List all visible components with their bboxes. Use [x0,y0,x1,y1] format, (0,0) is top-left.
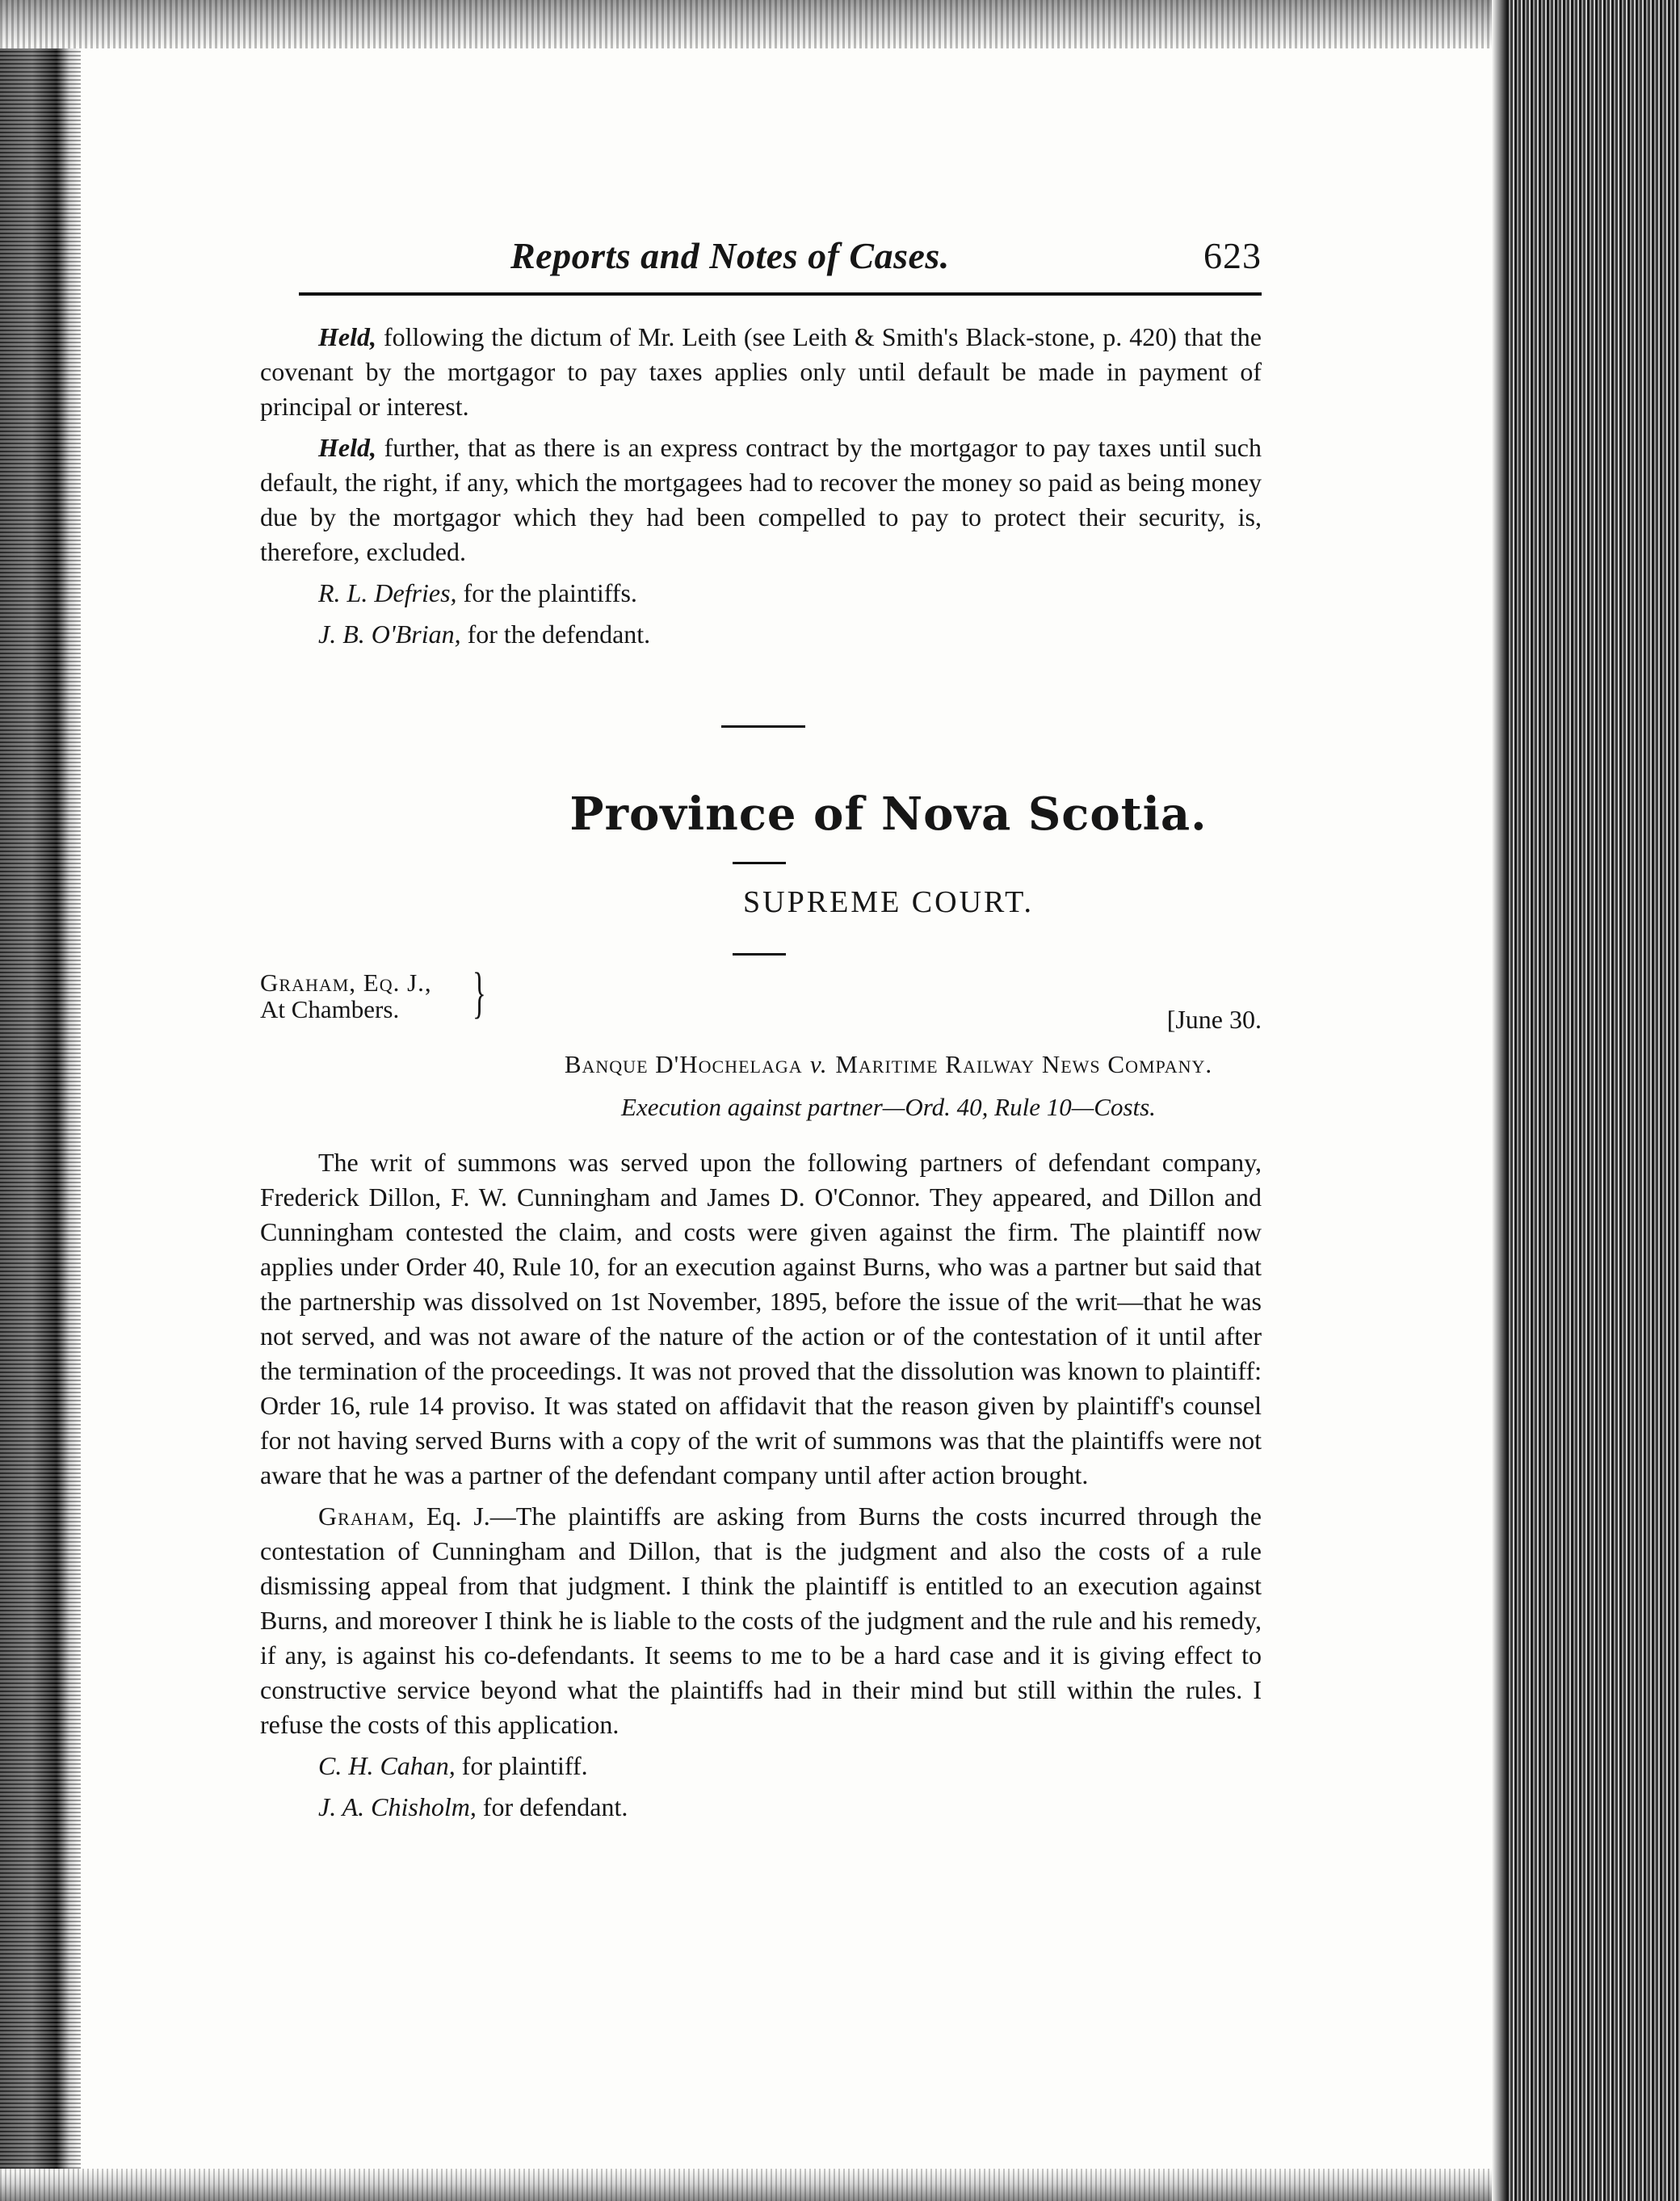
previous-case-conclusion [260,320,1262,652]
court-rule [733,953,786,956]
brace-glyph: } [472,962,486,1024]
header-rule [299,292,1262,296]
held-paragraph-1: Held, following the dictum of Mr. Leith (see Leith & Smith's Black-stone, p. 420) that the covenant by the mortgagor to pay taxes applies only until default be made in payment of principal or interest. [260,322,1262,421]
heading-rule [733,862,786,864]
case-date: [June 30. [1166,1005,1262,1034]
judge-name: Graham, Eq. J., [260,968,432,997]
page-number: 623 [1203,235,1262,276]
facts-paragraph: The writ of summons was served upon the following partners of defendant company, Frederick Dillon, F. W. Cunningham and James D. O'Connor. They appeared, and Dillon and Cunningham contested the claim, and costs were given against the firm. The plaintiff now applies under Order 40, Rule 10, for an execution against Burns, who was a partner but said that the partnership was dissolved on 1st November, 1895, before the issue of the writ—that he was not served, and was not aware of the nature of the action or of the contestation of it until after the termination of the proceedings. It was not proved that the dissolution was known to plaintiff: Order 16, rule 14 proviso. It was stated on affidavit that the reason given by plaintiff's counsel for not having served Burns with a copy of the writ of summons was that the plaintiffs were not aware that he was a partner of the defendant company until after action brought. [260,1148,1262,1489]
counsel-plaintiffs: R. L. Defries, for the plaintiffs. [318,578,637,607]
counsel-plaintiff: C. H. Cahan, for plaintiff. [318,1751,588,1780]
judge-block [260,969,432,1023]
judge-location: At Chambers. [260,995,400,1023]
case-title: Banque D'Hochelaga v. Maritime Railway News Company. [564,1050,1213,1078]
catchwords: Execution against partner—Ord. 40, Rule 10—Costs. [621,1093,1156,1121]
judgment-paragraph: Graham, Eq. J.—The plaintiffs are asking from Burns the costs incurred through the contestation of Cunningham and Dillon, that is the judgment and also the costs of a rule dismissing appeal from that judgment. I think the plaintiff is entitled to an execution against Burns, and moreover I think he is liable to the costs of the judgment and the rule and his remedy, if any, is against his co-defendants. It seems to me to be a hard case and it is giving effect to constructive service beyond what the plaintiffs had in their mind but still within the rules. I refuse the costs of this application. [260,1502,1262,1739]
province-heading: Province of Nova Scotia. [569,788,1208,841]
case-body [260,1145,1262,1825]
counsel-defendant: J. B. O'Brian, for the defendant. [318,620,651,649]
counsel-defendant-2: J. A. Chisholm, for defendant. [318,1792,628,1821]
running-head [299,234,1262,291]
court-heading: SUPREME COURT. [743,885,1034,919]
running-title: Reports and Notes of Cases. [510,235,950,276]
section-divider [721,725,805,728]
held-paragraph-2: Held, further, that as there is an express contract by the mortgagor to pay taxes until such default, the right, if any, which the mortgagees had to recover the money so paid as being money due by the mortgagor which they had been compelled to pay to protect their security, is, therefore, excluded. [260,433,1262,566]
